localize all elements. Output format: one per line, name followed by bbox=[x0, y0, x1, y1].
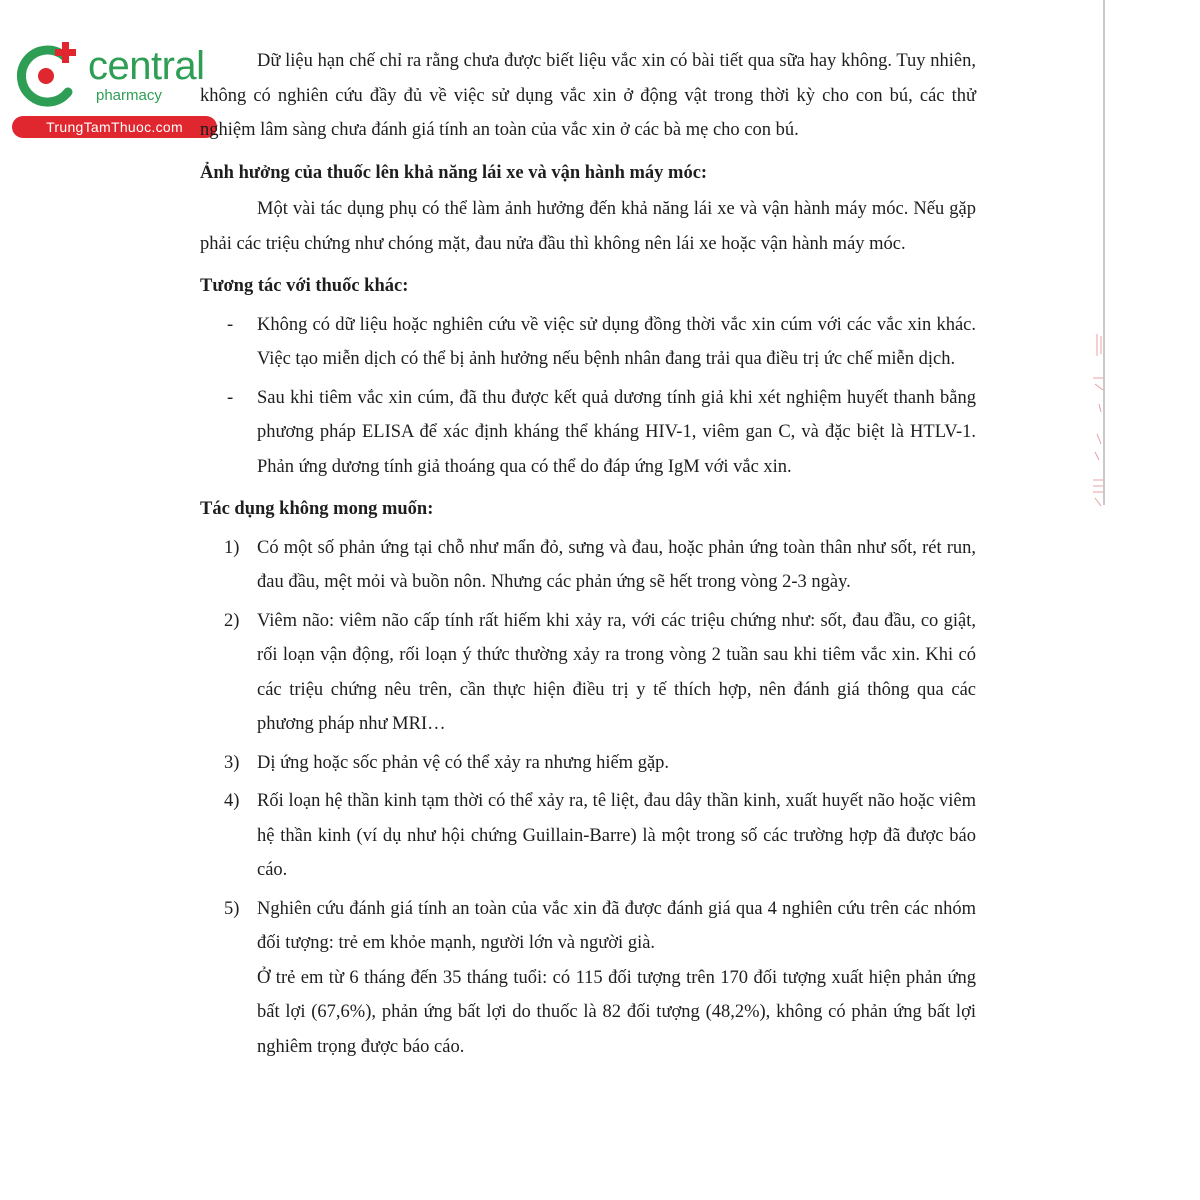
side-effect-item bbox=[200, 784, 976, 888]
pharmacy-cross-icon bbox=[12, 40, 84, 112]
interaction-item bbox=[200, 381, 976, 485]
heading-driving: Ảnh hưởng của thuốc lên khả năng lái xe và vận hành máy móc: bbox=[200, 162, 708, 183]
list-item-text: Có một số phản ứng tại chỗ như mẩn đỏ, sưng và đau, hoặc phản ứng toàn thân như sốt, rét run, đau đầu, mệt mỏi và buồn nôn. Nhưng các phản ứng sẽ hết trong vòng 2-3 ngày. bbox=[257, 537, 976, 592]
heading-side-effects: Tác dụng không mong muốn: bbox=[200, 499, 434, 519]
list-item-extra-text: Ở trẻ em từ 6 tháng đến 35 tháng tuổi: có 115 đối tượng trên 170 đối tượng xuất hiện phản ứng bất lợi (67,6%), phản ứng bất lợi do thuốc là 82 đối tượng (48,2%), không có phản ứng bất lợi nghiêm trọng được báo cáo. bbox=[257, 967, 976, 1057]
list-item-text: Dị ứng hoặc sốc phản vệ có thể xảy ra nhưng hiếm gặp. bbox=[257, 752, 670, 773]
list-marker: 5) bbox=[224, 898, 240, 919]
side-effect-item bbox=[200, 531, 976, 600]
side-effect-item bbox=[200, 892, 976, 1065]
paragraph-breastfeeding: Dữ liệu hạn chế chỉ ra rằng chưa được biết liệu vắc xin có bài tiết qua sữa hay không. Tuy nhiên, không có nghiên cứu đầy đủ về việc sử dụng vắc xin ở động vật trong thời kỳ cho con bú, các thử nghiệm lâm sàng chưa đánh giá tính an toàn của vắc xin ở các bà mẹ cho con bú. bbox=[200, 51, 976, 140]
interaction-item bbox=[200, 308, 976, 377]
list-item-text: Sau khi tiêm vắc xin cúm, đã thu được kết quả dương tính giả khi xét nghiệm huyết thanh bằng phương pháp ELISA để xác định kháng thể kháng HIV-1, viêm gan C, và đặc biệt là HTLV-1. Phản ứng dương tính giả thoáng qua có thể do đáp ứng IgM với vắc xin. bbox=[257, 387, 976, 477]
list-marker: 2) bbox=[224, 610, 240, 631]
side-effect-item bbox=[200, 746, 976, 781]
logo-sub-text: pharmacy bbox=[96, 87, 162, 104]
side-effect-item bbox=[200, 604, 976, 742]
list-marker: 3) bbox=[224, 752, 240, 773]
document-body bbox=[200, 44, 976, 1064]
paragraph-driving: Một vài tác dụng phụ có thể làm ảnh hưởng đến khả năng lái xe và vận hành máy móc. Nếu gặp phải các triệu chứng như chóng mặt, đau nửa đầu thì không nên lái xe hoặc vận hành máy móc. bbox=[200, 199, 976, 254]
stamp-fragment-icon bbox=[1083, 330, 1108, 510]
list-item-text: Không có dữ liệu hoặc nghiên cứu về việc sử dụng đồng thời vắc xin cúm với các vắc xin khác. Việc tạo miễn dịch có thể bị ảnh hưởng nếu bệnh nhân đang trải qua điều trị ức chế miễn dịch. bbox=[257, 314, 976, 369]
list-item-text: Rối loạn hệ thần kinh tạm thời có thể xảy ra, tê liệt, đau dây thần kinh, xuất huyết não hoặc viêm hệ thần kinh (ví dụ như hội chứng Guillain-Barre) là một trong số các trường hợp đã được báo cáo. bbox=[257, 791, 976, 880]
list-item-text: Nghiên cứu đánh giá tính an toàn của vắc xin đã được đánh giá qua 4 nghiên cứu trên các nhóm đối tượng: trẻ em khỏe mạnh, người lớn và người già. bbox=[257, 898, 976, 953]
logo-brand-text: central bbox=[88, 44, 205, 88]
list-marker: - bbox=[227, 314, 234, 335]
heading-interactions: Tương tác với thuốc khác: bbox=[200, 276, 409, 296]
list-item-text: Viêm não: viêm não cấp tính rất hiếm khi xảy ra, với các triệu chứng như: sốt, đau đầu, co giật, rối loạn vận động, rối loạn ý thức thường xảy ra trong vòng 2 tuần sau khi tiêm vắc xin. Khi có các triệu chứng nêu trên, cần thực hiện điều trị y tế thích hợp, nên đánh giá thông qua các phương pháp như MRI… bbox=[257, 610, 976, 734]
central-pharmacy-logo[interactable] bbox=[8, 38, 223, 138]
list-marker: 4) bbox=[224, 791, 240, 811]
logo-website-banner: TrungTamThuoc.com bbox=[12, 116, 217, 138]
list-marker: - bbox=[227, 387, 234, 408]
list-marker: 1) bbox=[224, 537, 240, 558]
